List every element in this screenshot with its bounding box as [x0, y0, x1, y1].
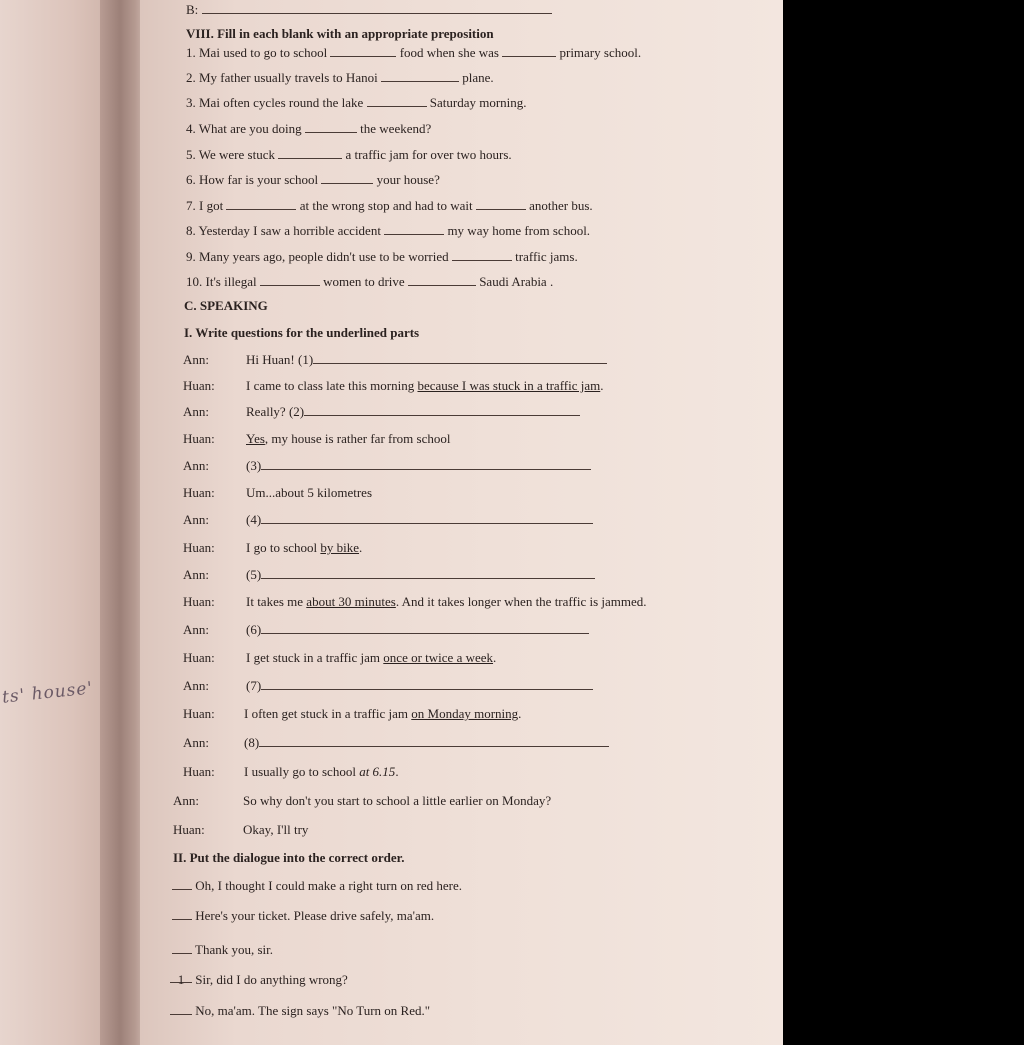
part-1-heading: I. Write questions for the underlined parts [184, 325, 420, 340]
speaker-label: Ann: [183, 622, 209, 637]
speaker-label: Ann: [183, 458, 209, 473]
speaker-label: Ann: [173, 793, 199, 808]
part-2-heading: II. Put the dialogue into the correct order. [173, 850, 405, 865]
blank [502, 46, 556, 57]
speaker-label: Huan: [183, 650, 215, 665]
underlined-part: because I was stuck in a traffic jam [417, 378, 601, 393]
blank [381, 71, 459, 82]
speaker-label: Ann: [183, 678, 209, 693]
blank [313, 353, 607, 364]
dialogue-line-18: Okay, I'll try [243, 822, 309, 837]
exercise-item-9: 9. Many years ago, people didn't use to be worried traffic jams. [186, 249, 578, 264]
dialogue-line-11: (6) [246, 622, 589, 638]
dialogue-line-2: I came to class late this morning because I was stuck in a traffic jam. [246, 378, 604, 393]
dialogue-line-16: I usually go to school at 6.15. [244, 764, 399, 779]
dialogue-line-15: (8) [244, 735, 609, 751]
order-number-blank [172, 879, 192, 890]
dialogue-line-14: I often get stuck in a traffic jam on Monday morning. [244, 706, 522, 721]
speaker-label: Ann: [183, 512, 209, 527]
dialogue-line-3: Really? (2) [246, 404, 580, 420]
order-item: 1 Sir, did I do anything wrong? [170, 972, 348, 988]
top-label: B: [186, 2, 199, 17]
dialogue-line-7: (4) [246, 512, 593, 528]
underlined-part: Yes [246, 431, 265, 446]
blank [384, 224, 444, 235]
top-answer-line [186, 2, 552, 18]
order-item: Thank you, sir. [172, 942, 273, 958]
blank [278, 148, 342, 159]
exercise-item-2: 2. My father usually travels to Hanoi plane. [186, 70, 494, 85]
section-8-heading: VIII. Fill in each blank with an appropriate preposition [186, 26, 494, 41]
speaker-label: Huan: [183, 594, 215, 609]
blank [259, 736, 609, 747]
blank [261, 459, 591, 470]
dialogue-line-6: Um...about 5 kilometres [246, 485, 373, 500]
handwritten-note: ts' house' [1, 678, 95, 708]
speaker-label: Ann: [183, 404, 209, 419]
blank [261, 679, 593, 690]
dialogue-line-8: I go to school by bike. [246, 540, 363, 555]
underlined-part: about 30 minutes [306, 594, 396, 609]
order-item: Here's your ticket. Please drive safely, ma'am. [172, 908, 434, 924]
blank [408, 275, 476, 286]
blank [476, 199, 526, 210]
exercise-item-8: 8. Yesterday I saw a horrible accident my way home from school. [186, 223, 591, 238]
speaker-label: Ann: [183, 735, 209, 750]
order-item: No, ma'am. The sign says "No Turn on Red." [170, 1003, 430, 1019]
exercise-item-1: 1. Mai used to go to school food when she was primary school. [186, 45, 642, 60]
dialogue-line-10: It takes me about 30 minutes. And it takes longer when the traffic is jammed. [246, 594, 647, 609]
blank [261, 568, 595, 579]
blank [261, 513, 593, 524]
exercise-item-5: 5. We were stuck a traffic jam for over two hours. [186, 147, 512, 162]
exercise-item-4: 4. What are you doing the weekend? [186, 121, 432, 136]
blank [305, 122, 357, 133]
dialogue-line-12: I get stuck in a traffic jam once or twice a week. [246, 650, 497, 665]
order-number-blank: 1 [170, 972, 192, 983]
dialogue-line-4: Yes, my house is rather far from school [246, 431, 451, 446]
exercise-item-10: 10. It's illegal women to drive Saudi Arabia . [186, 274, 554, 289]
dialogue-line-1: Hi Huan! (1) [246, 352, 607, 368]
speaker-label: Huan: [183, 485, 215, 500]
order-number-blank [172, 943, 192, 954]
speaker-label: Huan: [183, 706, 215, 721]
dialogue-line-17: So why don't you start to school a little earlier on Monday? [243, 793, 552, 808]
underlined-part: once or twice a week [383, 650, 494, 665]
blank [226, 199, 296, 210]
underlined-part: on Monday morning [411, 706, 519, 721]
blank [261, 623, 589, 634]
order-number-blank [170, 1004, 192, 1015]
order-number-blank [172, 909, 192, 920]
blank [202, 3, 552, 14]
speaker-label: Huan: [183, 764, 215, 779]
speaking-heading: C. SPEAKING [184, 298, 268, 313]
speaker-label: Huan: [183, 431, 215, 446]
dialogue-line-5: (3) [246, 458, 591, 474]
speaker-label: Ann: [183, 352, 209, 367]
underlined-part: by bike [320, 540, 360, 555]
blank [330, 46, 396, 57]
exercise-item-6: 6. How far is your school your house? [186, 172, 440, 187]
dialogue-line-9: (5) [246, 567, 595, 583]
order-item: Oh, I thought I could make a right turn on red here. [172, 878, 462, 894]
blank [304, 405, 580, 416]
exercise-item-3: 3. Mai often cycles round the lake Saturday morning. [186, 95, 527, 110]
blank [452, 250, 512, 261]
speaker-label: Huan: [183, 378, 215, 393]
speaker-label: Huan: [183, 540, 215, 555]
speaker-label: Ann: [183, 567, 209, 582]
black-background-panel [783, 0, 1024, 1045]
blank [321, 173, 373, 184]
blank [367, 96, 427, 107]
speaker-label: Huan: [173, 822, 205, 837]
dialogue-line-13: (7) [246, 678, 593, 694]
exercise-item-7: 7. I got at the wrong stop and had to wait another bus. [186, 198, 593, 213]
blank [260, 275, 320, 286]
